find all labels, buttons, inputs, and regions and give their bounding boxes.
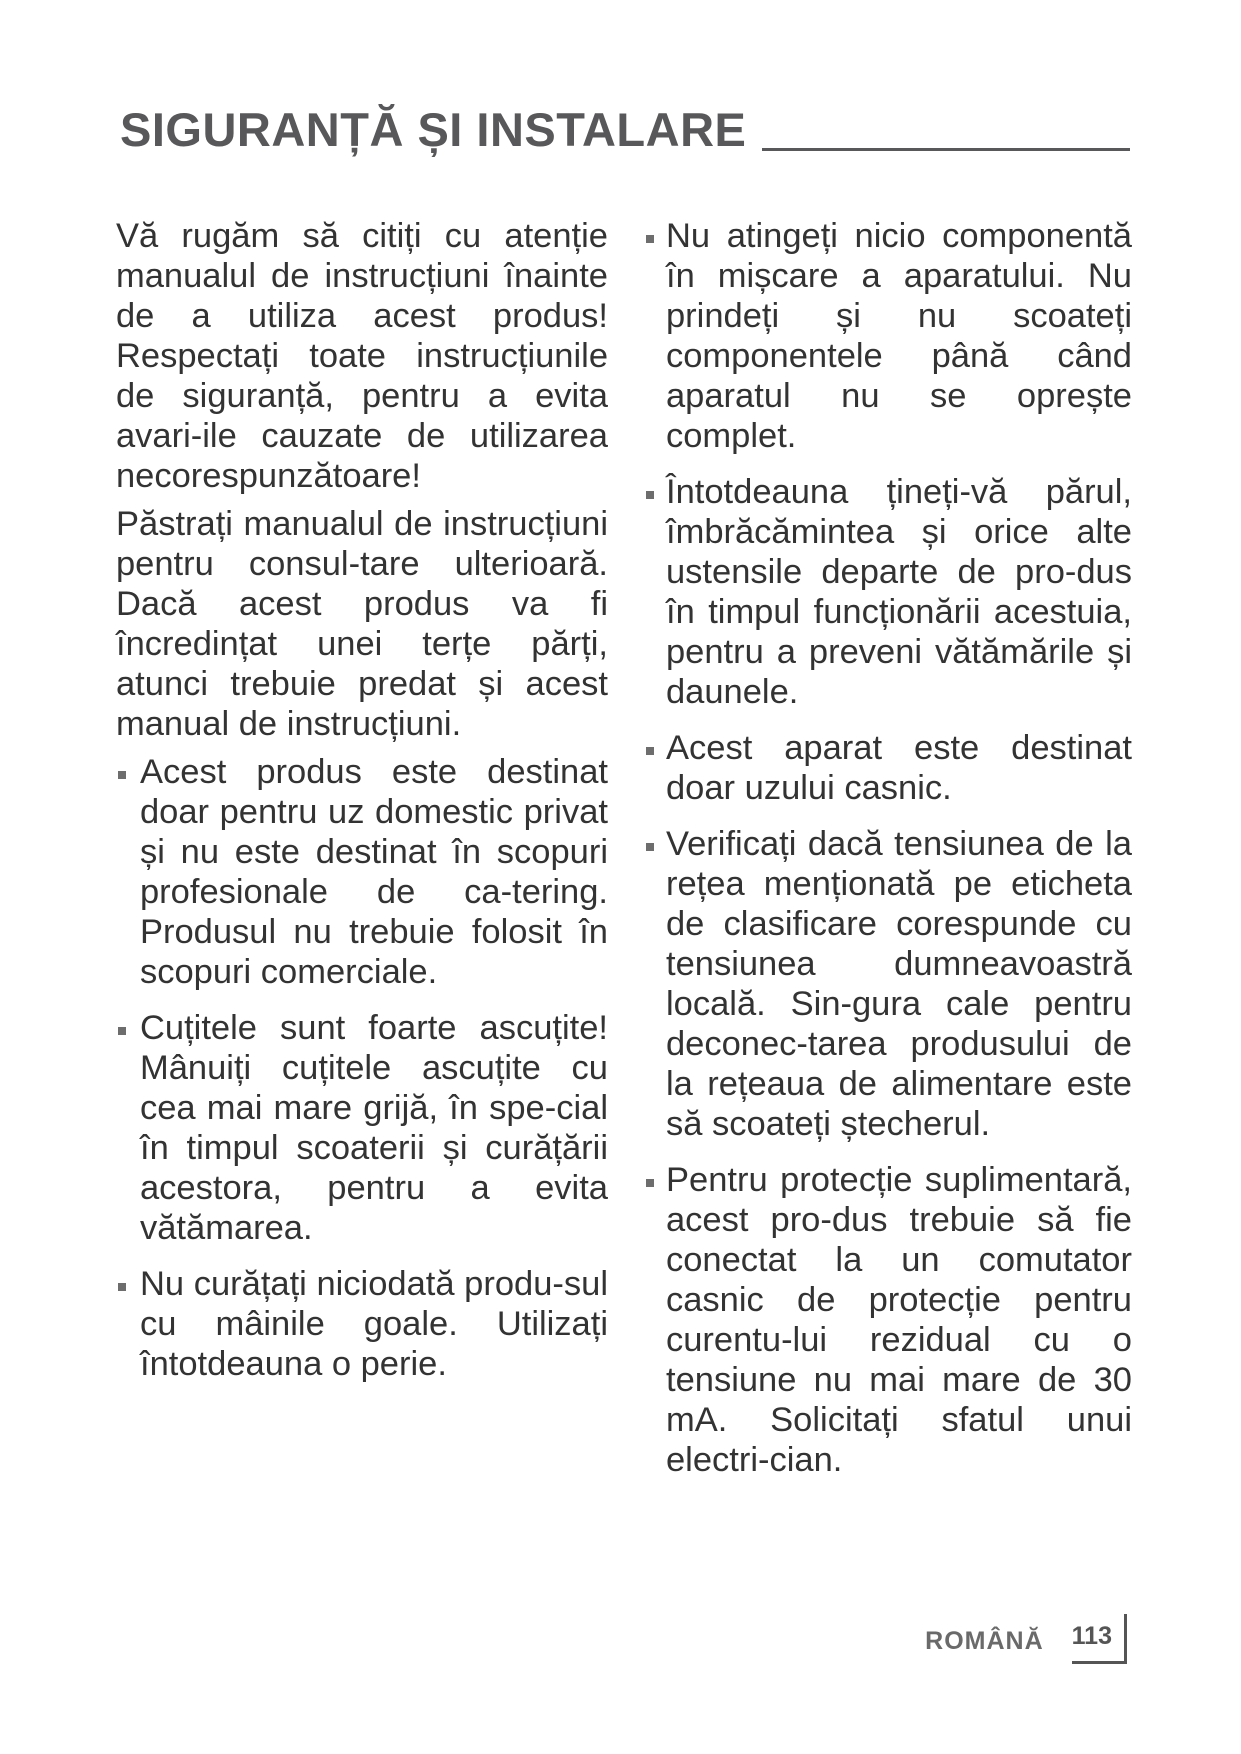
bullet-text: Acest aparat este destinat doar uzului casnic. [666, 729, 1132, 807]
safety-bullet [116, 752, 608, 992]
square-bullet-icon [646, 235, 654, 243]
bullet-text: Întotdeauna țineți-vă părul, îmbrăcămintea și orice alte ustensile departe de pro-dus în timpul funcționării acestuia, pentru a preveni vătămările și daunele. [666, 473, 1132, 711]
bullet-text: Pentru protecție suplimentară, acest pro-dus trebuie să fie conectat la un comutator casnic de protecție pentru curentu-lui rezidual cu o tensiune nu mai mare de 30 mA. Solicitați sfatul unui electri-cian. [666, 1161, 1132, 1479]
square-bullet-icon [646, 491, 654, 499]
bullet-text: Acest produs este destinat doar pentru uz domestic privat și nu este destinat în scopuri profesionale de ca-tering. Produsul nu trebuie folosit în scopuri comerciale. [140, 753, 608, 991]
safety-bullet [116, 1008, 608, 1248]
safety-bullet [116, 1264, 608, 1384]
title-underline [762, 148, 1130, 151]
bullet-text: Cuțitele sunt foarte ascuțite! Mânuiți cuțitele ascuțite cu cea mai mare grijă, în spe-cial în timpul scoaterii și curățării acestora, pentru a evita vătămarea. [140, 1009, 608, 1247]
square-bullet-icon [646, 1179, 654, 1187]
page-footer [925, 1614, 1127, 1664]
left-column [116, 216, 608, 1400]
bullet-text: Verificați dacă tensiunea de la rețea menționată pe eticheta de clasificare corespunde cu tensiunea dumneavoastră locală. Sin-gura cale pentru deconec-tarea produsului de la rețeaua de alimentare este să scoateți ștecherul. [666, 825, 1132, 1143]
safety-bullet [644, 824, 1132, 1144]
safety-bullet [644, 216, 1132, 456]
page-number: 113 [1072, 1614, 1127, 1664]
safety-bullet [644, 1160, 1132, 1480]
page-title: SIGURANȚĂ ȘI INSTALARE [120, 103, 747, 156]
bullet-text: Nu atingeți nicio componentă în mișcare a aparatului. Nu prindeți și nu scoateți componentele până când aparatul nu se oprește complet. [666, 217, 1132, 455]
safety-bullet [644, 728, 1132, 808]
square-bullet-icon [646, 747, 654, 755]
intro-paragraph: Vă rugăm să citiți cu atenție manualul de instrucțiuni înainte de a utiliza acest produs! Respectați toate instrucțiunile de siguranță, pentru a evita avari-ile cauzate de utilizarea necorespunzătoare! [116, 217, 608, 495]
right-column [644, 216, 1132, 1496]
square-bullet-icon [118, 1027, 126, 1035]
square-bullet-icon [118, 1283, 126, 1291]
square-bullet-icon [646, 843, 654, 851]
manual-keep-paragraph: Păstrați manualul de instrucțiuni pentru consul-tare ulterioară. Dacă acest produs va fi încredințat unei terțe părți, atunci trebuie predat și acest manual de instrucțiuni. [116, 505, 608, 743]
square-bullet-icon [118, 771, 126, 779]
bullet-text: Nu curățați niciodată produ-sul cu mâinile goale. Utilizați întotdeauna o perie. [140, 1265, 608, 1383]
footer-language: ROMÂNĂ [925, 1627, 1044, 1655]
safety-bullet [644, 472, 1132, 712]
page-header [120, 103, 1130, 156]
